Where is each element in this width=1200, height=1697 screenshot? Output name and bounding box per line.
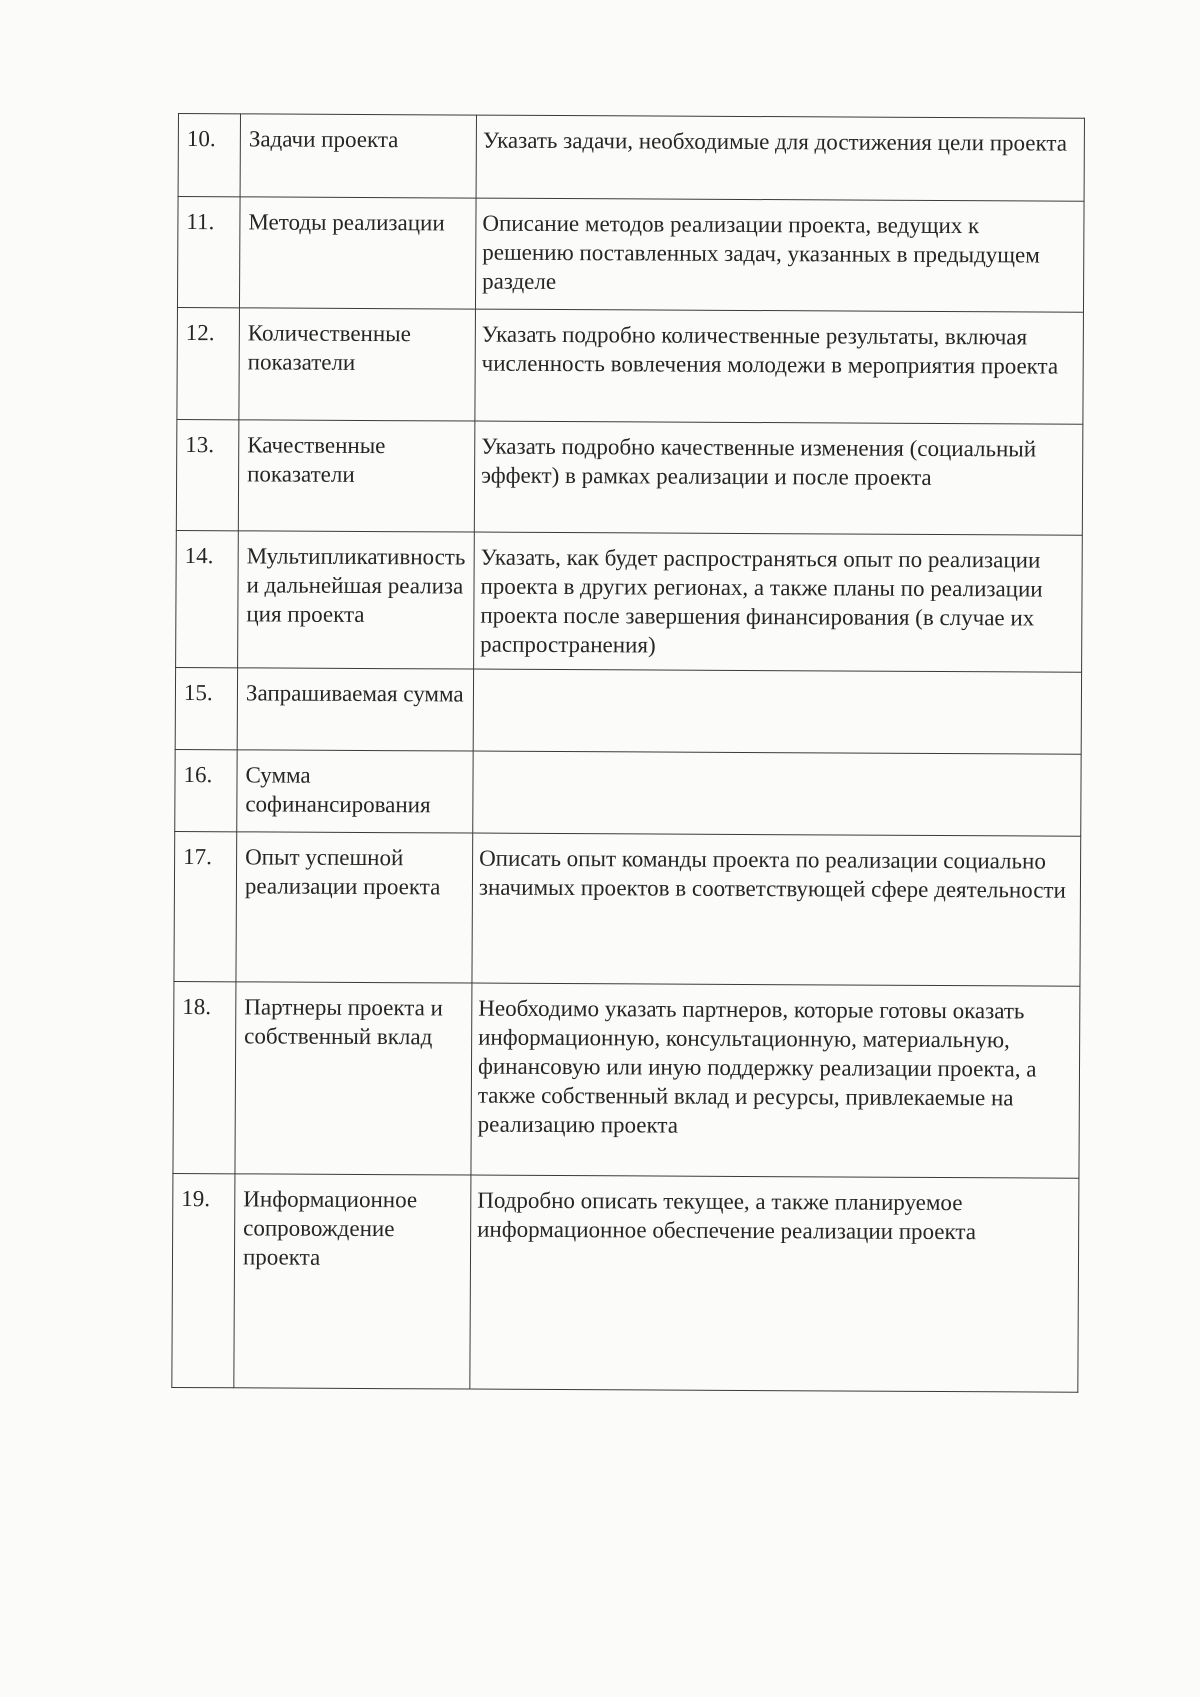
table-row (177, 197, 1084, 313)
row-number: 18. (173, 981, 236, 1173)
table-row (177, 307, 1084, 424)
project-form-table (171, 113, 1085, 1393)
row-field-description: Указать подробно качественные изменения (социальный эффект) в рамках реализации и после проекта (474, 421, 1083, 535)
row-field-name: Запрашиваемая сумма (237, 668, 473, 751)
row-field-description (473, 669, 1081, 754)
table-row (176, 530, 1083, 672)
row-number: 13. (176, 419, 239, 530)
row-field-description: Описать опыт команды проекта по реализации социально значимых проектов в соответствующей сфере деятельности (472, 833, 1081, 986)
row-field-name: Сумма софинансирования (237, 750, 473, 833)
row-number: 11. (177, 197, 240, 308)
row-field-name: Качественные показатели (238, 420, 475, 532)
row-field-description: Указать подробно количественные результаты, включая численность вовлечения молодежи в мероприятия проекта (475, 309, 1084, 424)
row-field-description: Указать задачи, необходимые для достижения цели проекта (476, 115, 1084, 201)
row-field-name: Партнеры проекта и собственный вклад (235, 982, 472, 1175)
row-field-description: Подробно описать текущее, а также планируемое информационное обеспечение реализации проекта (470, 1175, 1079, 1392)
row-field-description: Необходимо указать партнеров, которые готовы оказать информационную, консультационную, материальную, финансовую или иную поддержку реализации проекта, а также собственный вклад и ресурсы, привлекаемые на реализацию проекта (471, 983, 1080, 1178)
table-row (178, 114, 1084, 202)
row-number: 12. (177, 307, 240, 419)
row-field-name: Информационное сопровождение проекта (234, 1174, 471, 1389)
row-field-name: Опыт успешной реализации проекта (236, 832, 473, 983)
table-row (175, 749, 1081, 836)
row-field-name: Методы реализации (239, 197, 476, 309)
row-number: 14. (176, 530, 239, 667)
row-field-name: Задачи проекта (240, 114, 476, 198)
table-row (172, 1173, 1079, 1392)
row-field-description: Указать, как будет распространяться опыт по реализации проекта в других регионах, а также планы по реализации проекта после завершения финансирования (в случае их распространения) (474, 532, 1083, 672)
row-number: 16. (175, 749, 237, 831)
table-row (176, 419, 1083, 535)
row-number: 19. (172, 1173, 235, 1387)
row-number: 15. (175, 667, 237, 749)
row-field-name: Мультипликативность и дальнейшая реализация проекта (238, 531, 475, 669)
row-number: 10. (178, 114, 240, 197)
row-field-description: Описание методов реализации проекта, ведущих к решению поставленных задач, указанных в предыдущем разделе (475, 198, 1084, 312)
table-row (174, 831, 1081, 986)
row-field-description (473, 751, 1081, 836)
row-number: 17. (174, 831, 237, 981)
table-row (175, 667, 1081, 754)
table-row (173, 981, 1080, 1178)
row-field-name: Количественные показатели (239, 308, 476, 421)
